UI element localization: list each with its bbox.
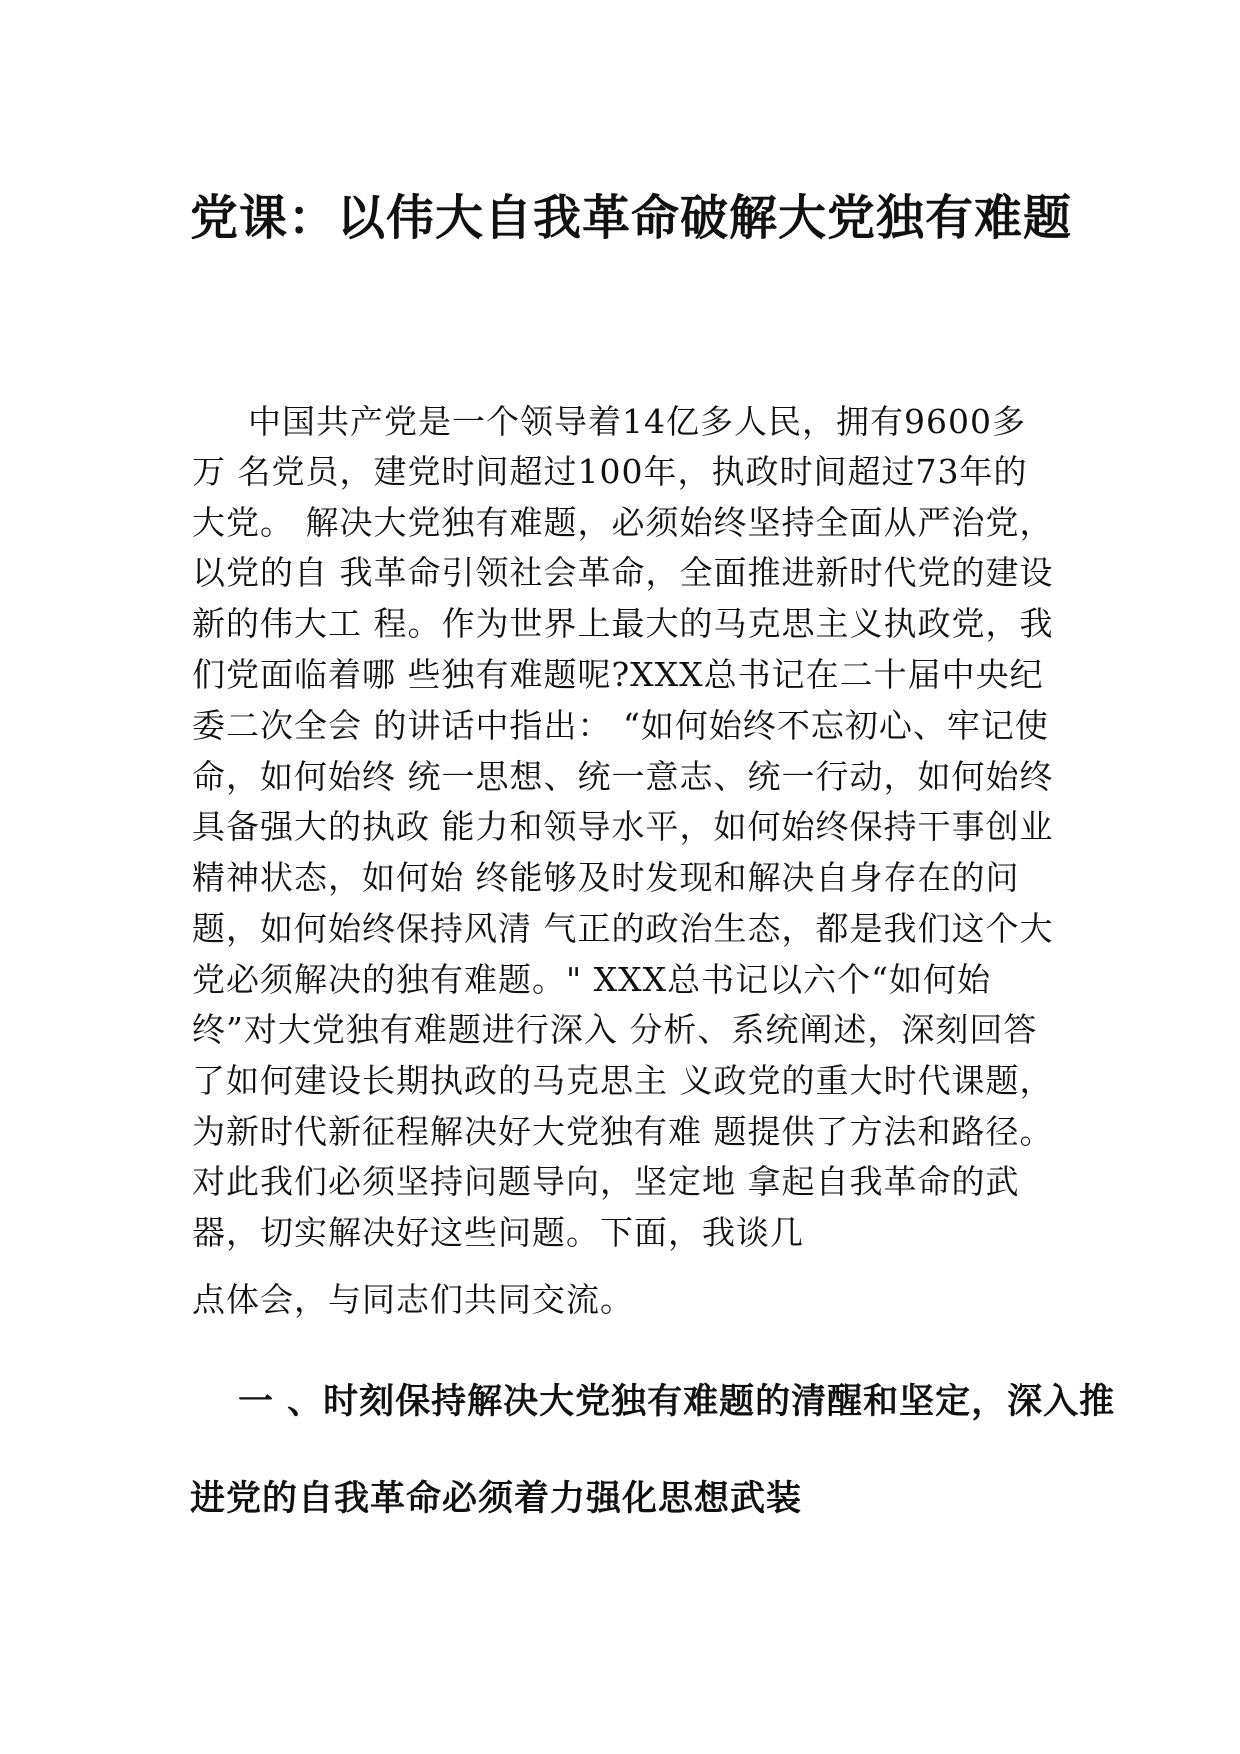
paragraph-line: 为新时代新征程解决好大党独有难 题提供了方法和路径。 (192, 1112, 1054, 1151)
paragraph-line: 具备强大的执政 能力和领导水平，如何始终保持干事创业 (192, 807, 1054, 846)
paragraph-line: 万 名党员，建党时间超过100年，执政时间超过73年的 (192, 452, 1028, 491)
paragraph-line: 点体会，与同志们共同交流。 (192, 1280, 634, 1319)
paragraph-line: 对此我们必须坚持问题导向，坚定地 拿起自我革命的武 (192, 1162, 1020, 1201)
paragraph-line: 了如何建设长期执政的马克思主 义政党的重大时代课题， (192, 1061, 1054, 1100)
paragraph-line: 中国共产党是一个领导着14亿多人民，拥有9600多 (248, 402, 1026, 441)
paragraph-line: 精神状态，如何始 终能够及时发现和解决自身存在的问 (192, 858, 1020, 897)
paragraph-line: 终”对大党独有难题进行深入 分析、系统阐述，深刻回答 (192, 1010, 1038, 1049)
paragraph-line: 新的伟大工 程。作为世界上最大的马克思主义执政党，我 (192, 604, 1054, 643)
document-title: 党课：以伟大自我革命破解大党独有难题 (190, 190, 1073, 246)
section-heading-line: 一 、时刻保持解决大党独有难题的清醒和坚定，深入推 (238, 1381, 1116, 1422)
paragraph-line: 命，如何始终 统一思想、统一意志、统一行动，如何始终 (192, 757, 1054, 796)
paragraph-line: 以党的自 我革命引领社会革命，全面推进新时代党的建设 (192, 553, 1054, 592)
paragraph-line: 们党面临着哪 些独有难题呢?XXX总书记在二十届中央纪 (192, 655, 1044, 694)
paragraph-line: 委二次全会 的讲话中指出： “如何始终不忘初心、牢记使 (192, 706, 1049, 745)
paragraph-line: 器，切实解决好这些问题。下面，我谈几 (192, 1213, 804, 1252)
paragraph-line: 大党。 解决大党独有难题，必须始终坚持全面从严治党， (192, 503, 1054, 542)
paragraph-line: 题，如何始终保持风清 气正的政治生态，都是我们这个大 (192, 909, 1054, 948)
paragraph-line: 党必须解决的独有难题。" XXX总书记以六个“如何始 (192, 960, 992, 999)
section-heading-line: 进党的自我革命必须着力强化思想武装 (190, 1478, 803, 1519)
